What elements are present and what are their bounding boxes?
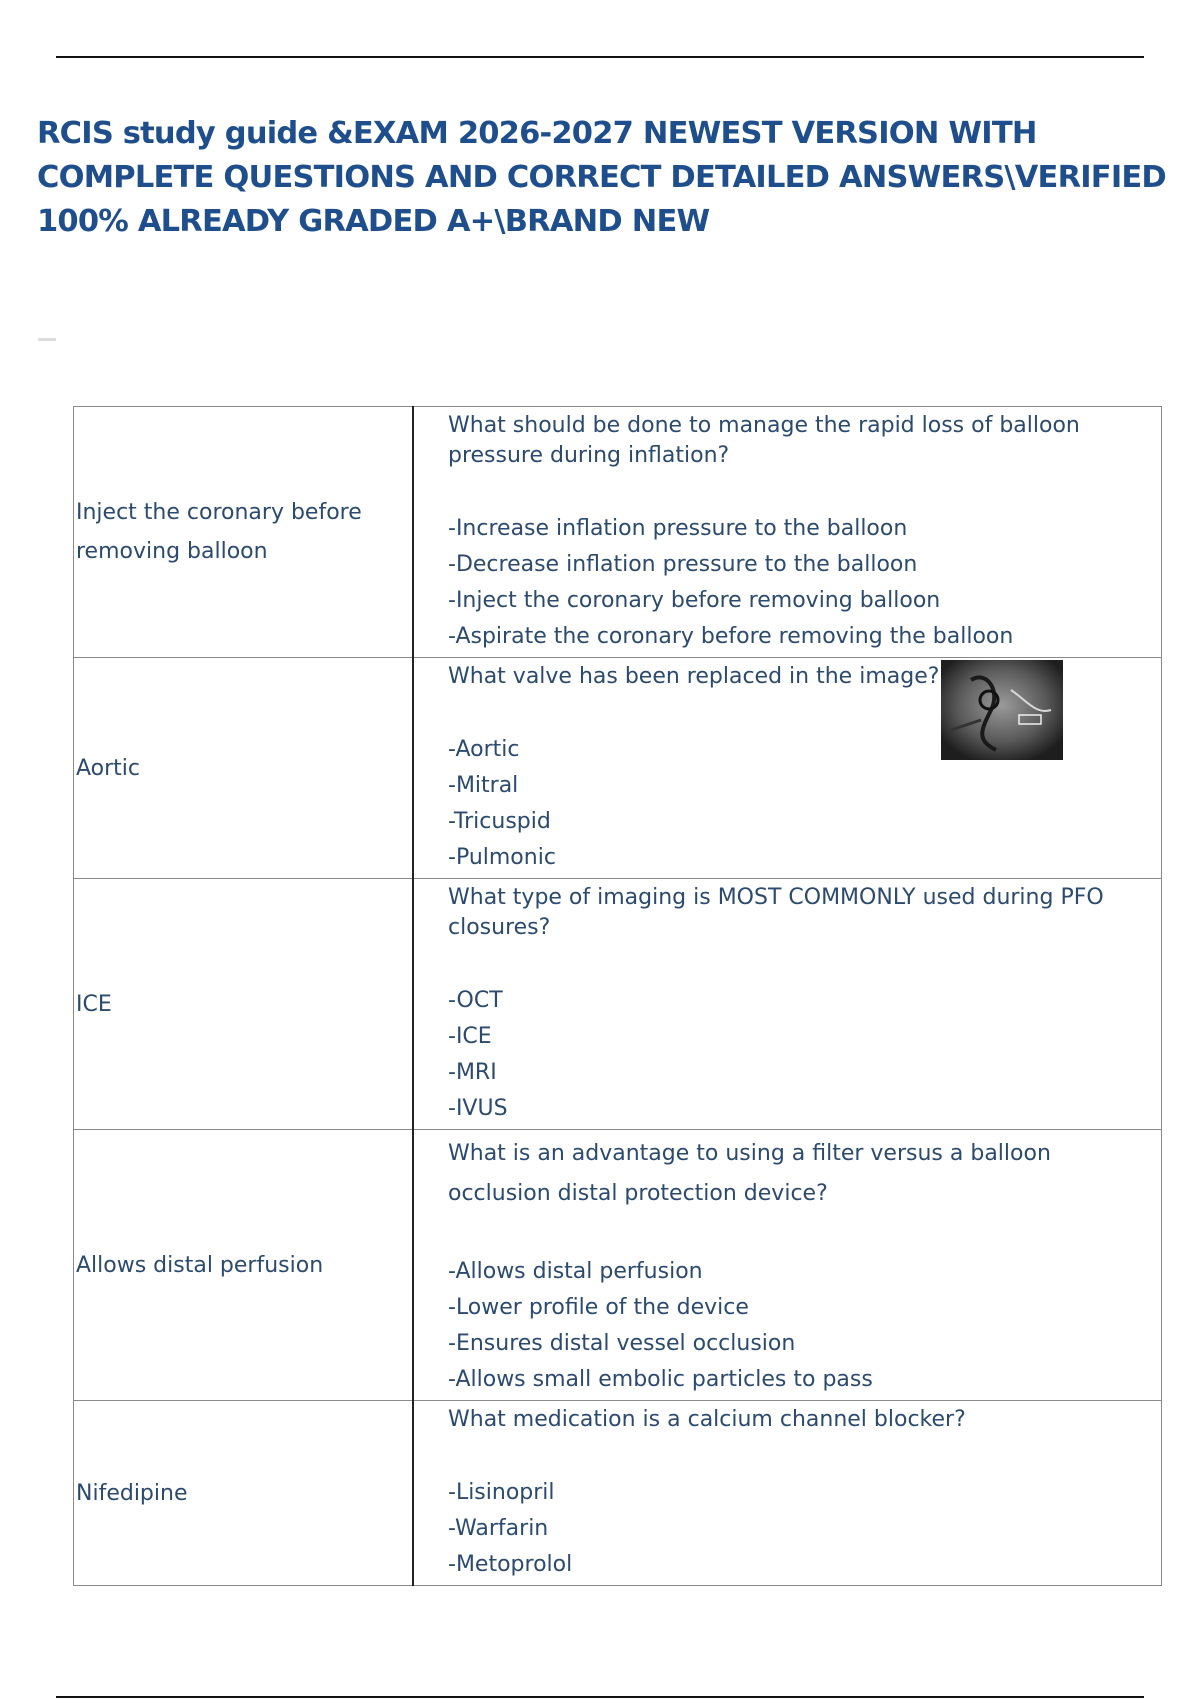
answer-cell: Allows distal perfusion	[74, 1130, 414, 1401]
question-cell	[413, 1401, 1162, 1586]
question-cell	[413, 407, 1162, 658]
option-item: -Lisinopril	[448, 1480, 555, 1505]
question-text: What medication is a calcium channel blocker?	[448, 1407, 966, 1432]
option-item: -Aortic	[448, 737, 520, 762]
answer-cell: Nifedipine	[74, 1401, 414, 1586]
option-item: -Lower profile of the device	[448, 1295, 749, 1320]
option-item: -Increase inflation pressure to the balloon	[448, 516, 908, 541]
bottom-rule	[56, 1696, 1144, 1698]
table-row	[74, 658, 1162, 879]
table-row	[74, 407, 1162, 658]
question-cell	[413, 879, 1162, 1130]
option-item: -Allows distal perfusion	[448, 1259, 703, 1284]
qa-table	[73, 406, 1162, 1586]
option-item: -Tricuspid	[448, 809, 551, 834]
option-item: -Inject the coronary before removing balloon	[448, 588, 941, 613]
question-text: What is an advantage to using a filter versus a balloon occlusion distal protection device?	[448, 1141, 1051, 1206]
table-row	[74, 1130, 1162, 1401]
valve-xray-image	[941, 660, 1063, 760]
option-item: -Metoprolol	[448, 1552, 573, 1577]
option-item: -Mitral	[448, 773, 519, 798]
answer-cell: Inject the coronary before removing balloon	[74, 407, 414, 658]
option-item: -Ensures distal vessel occlusion	[448, 1331, 796, 1356]
option-item: -OCT	[448, 988, 503, 1013]
answer-cell: ICE	[74, 879, 414, 1130]
option-item: -MRI	[448, 1060, 497, 1085]
option-item: -Aspirate the coronary before removing the balloon	[448, 624, 1014, 649]
question-text: What valve has been replaced in the image?	[448, 664, 940, 689]
answer-cell: Aortic	[74, 658, 414, 879]
xray-graphic	[941, 660, 1063, 760]
question-text: What should be done to manage the rapid loss of balloon pressure during inflation?	[448, 413, 1080, 468]
faint-mark	[38, 338, 56, 341]
option-item: -IVUS	[448, 1096, 508, 1121]
question-text: What type of imaging is MOST COMMONLY used during PFO closures?	[448, 885, 1104, 940]
table-row	[74, 1401, 1162, 1586]
question-cell	[413, 1130, 1162, 1401]
option-item: -ICE	[448, 1024, 492, 1049]
option-item: -Allows small embolic particles to pass	[448, 1367, 873, 1392]
document-title: RCIS study guide &EXAM 2026-2027 NEWEST VERSION WITH COMPLETE QUESTIONS AND CORRECT DETAILED ANSWERS\VERIFIED 100% ALREADY GRADED A+\BRAND NEW	[37, 116, 1166, 239]
option-item: -Pulmonic	[448, 845, 556, 870]
table-row	[74, 879, 1162, 1130]
option-item: -Warfarin	[448, 1516, 549, 1541]
option-item: -Decrease inflation pressure to the balloon	[448, 552, 918, 577]
top-rule	[56, 56, 1144, 58]
question-cell	[413, 658, 1162, 879]
